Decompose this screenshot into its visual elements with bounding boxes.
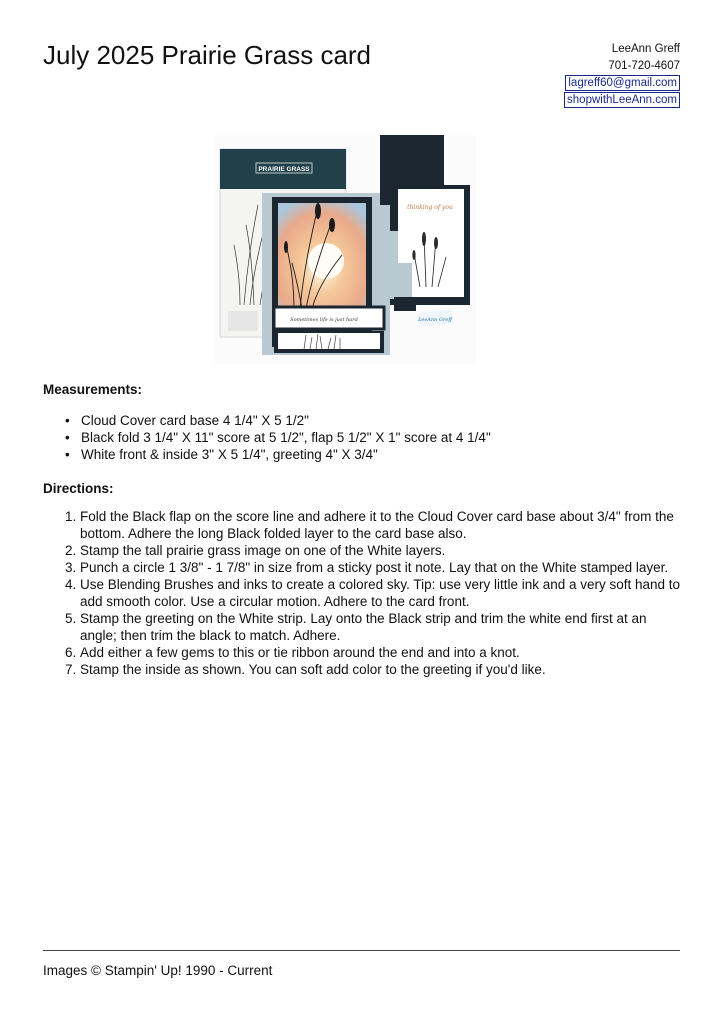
inside-greeting: thinking of you: [407, 204, 453, 211]
website-link[interactable]: shopwithLeeAnn.com: [564, 92, 680, 108]
measurements-list: [43, 412, 721, 463]
list-item: • Cloud Cover card base 4 1/4" X 5 1/2": [81, 412, 721, 429]
list-item: 7. Stamp the inside as shown. You can soft add color to the greeting if you'd like.: [80, 661, 685, 678]
list-item: 3. Punch a circle 1 3/8" - 1 7/8" in size from a sticky post it note. Lay that on the White stamped layer.: [80, 559, 685, 576]
list-item: 6. Add either a few gems to this or tie ribbon around the end and into a knot.: [80, 644, 685, 661]
footer-divider: [43, 950, 680, 951]
contact-name: LeeAnn Greff: [611, 43, 680, 55]
front-greeting: Sometimes life is just hard: [290, 317, 358, 323]
directions-heading: Directions:: [43, 481, 114, 496]
document-title: July 2025 Prairie Grass card: [43, 40, 372, 70]
directions-list: [43, 508, 685, 678]
email-link[interactable]: lagreff60@gmail.com: [565, 75, 680, 91]
card-photo: [214, 135, 476, 364]
list-item: 5. Stamp the greeting on the White strip. Lay onto the Black strip and trim the white end first at an angle; then trim the black to match. Adhere.: [80, 610, 685, 644]
card-photo-illustration: [214, 135, 476, 364]
card-inside: [380, 135, 470, 327]
package-title: PRAIRIE GRASS: [258, 166, 310, 173]
list-item: 2. Stamp the tall prairie grass image on one of the White layers.: [80, 542, 685, 559]
list-item: 1. Fold the Black flap on the score line and adhere it to the Cloud Cover card base about 3/4" from the bottom. Adhere the long Black folded layer to the card base also.: [80, 508, 685, 542]
signature-sticker: LeeAnn Greff: [418, 317, 452, 323]
footer-copyright: Images © Stampin' Up! 1990 - Current: [43, 963, 273, 978]
list-item: • White front & inside 3" X 5 1/4", greeting 4" X 3/4": [81, 446, 721, 463]
list-item: 4. Use Blending Brushes and inks to create a colored sky. Tip: use very little ink and a very soft hand to add smooth color. Use a circular motion. Adhere to the card front.: [80, 576, 685, 610]
list-item: • Black fold 3 1/4" X 11" score at 5 1/2", flap 5 1/2" X 1" score at 4 1/4": [81, 429, 721, 446]
measurements-heading: Measurements:: [43, 382, 143, 397]
card-front: [262, 193, 390, 355]
contact-block: [564, 41, 680, 109]
contact-phone: 701-720-4607: [608, 60, 680, 72]
